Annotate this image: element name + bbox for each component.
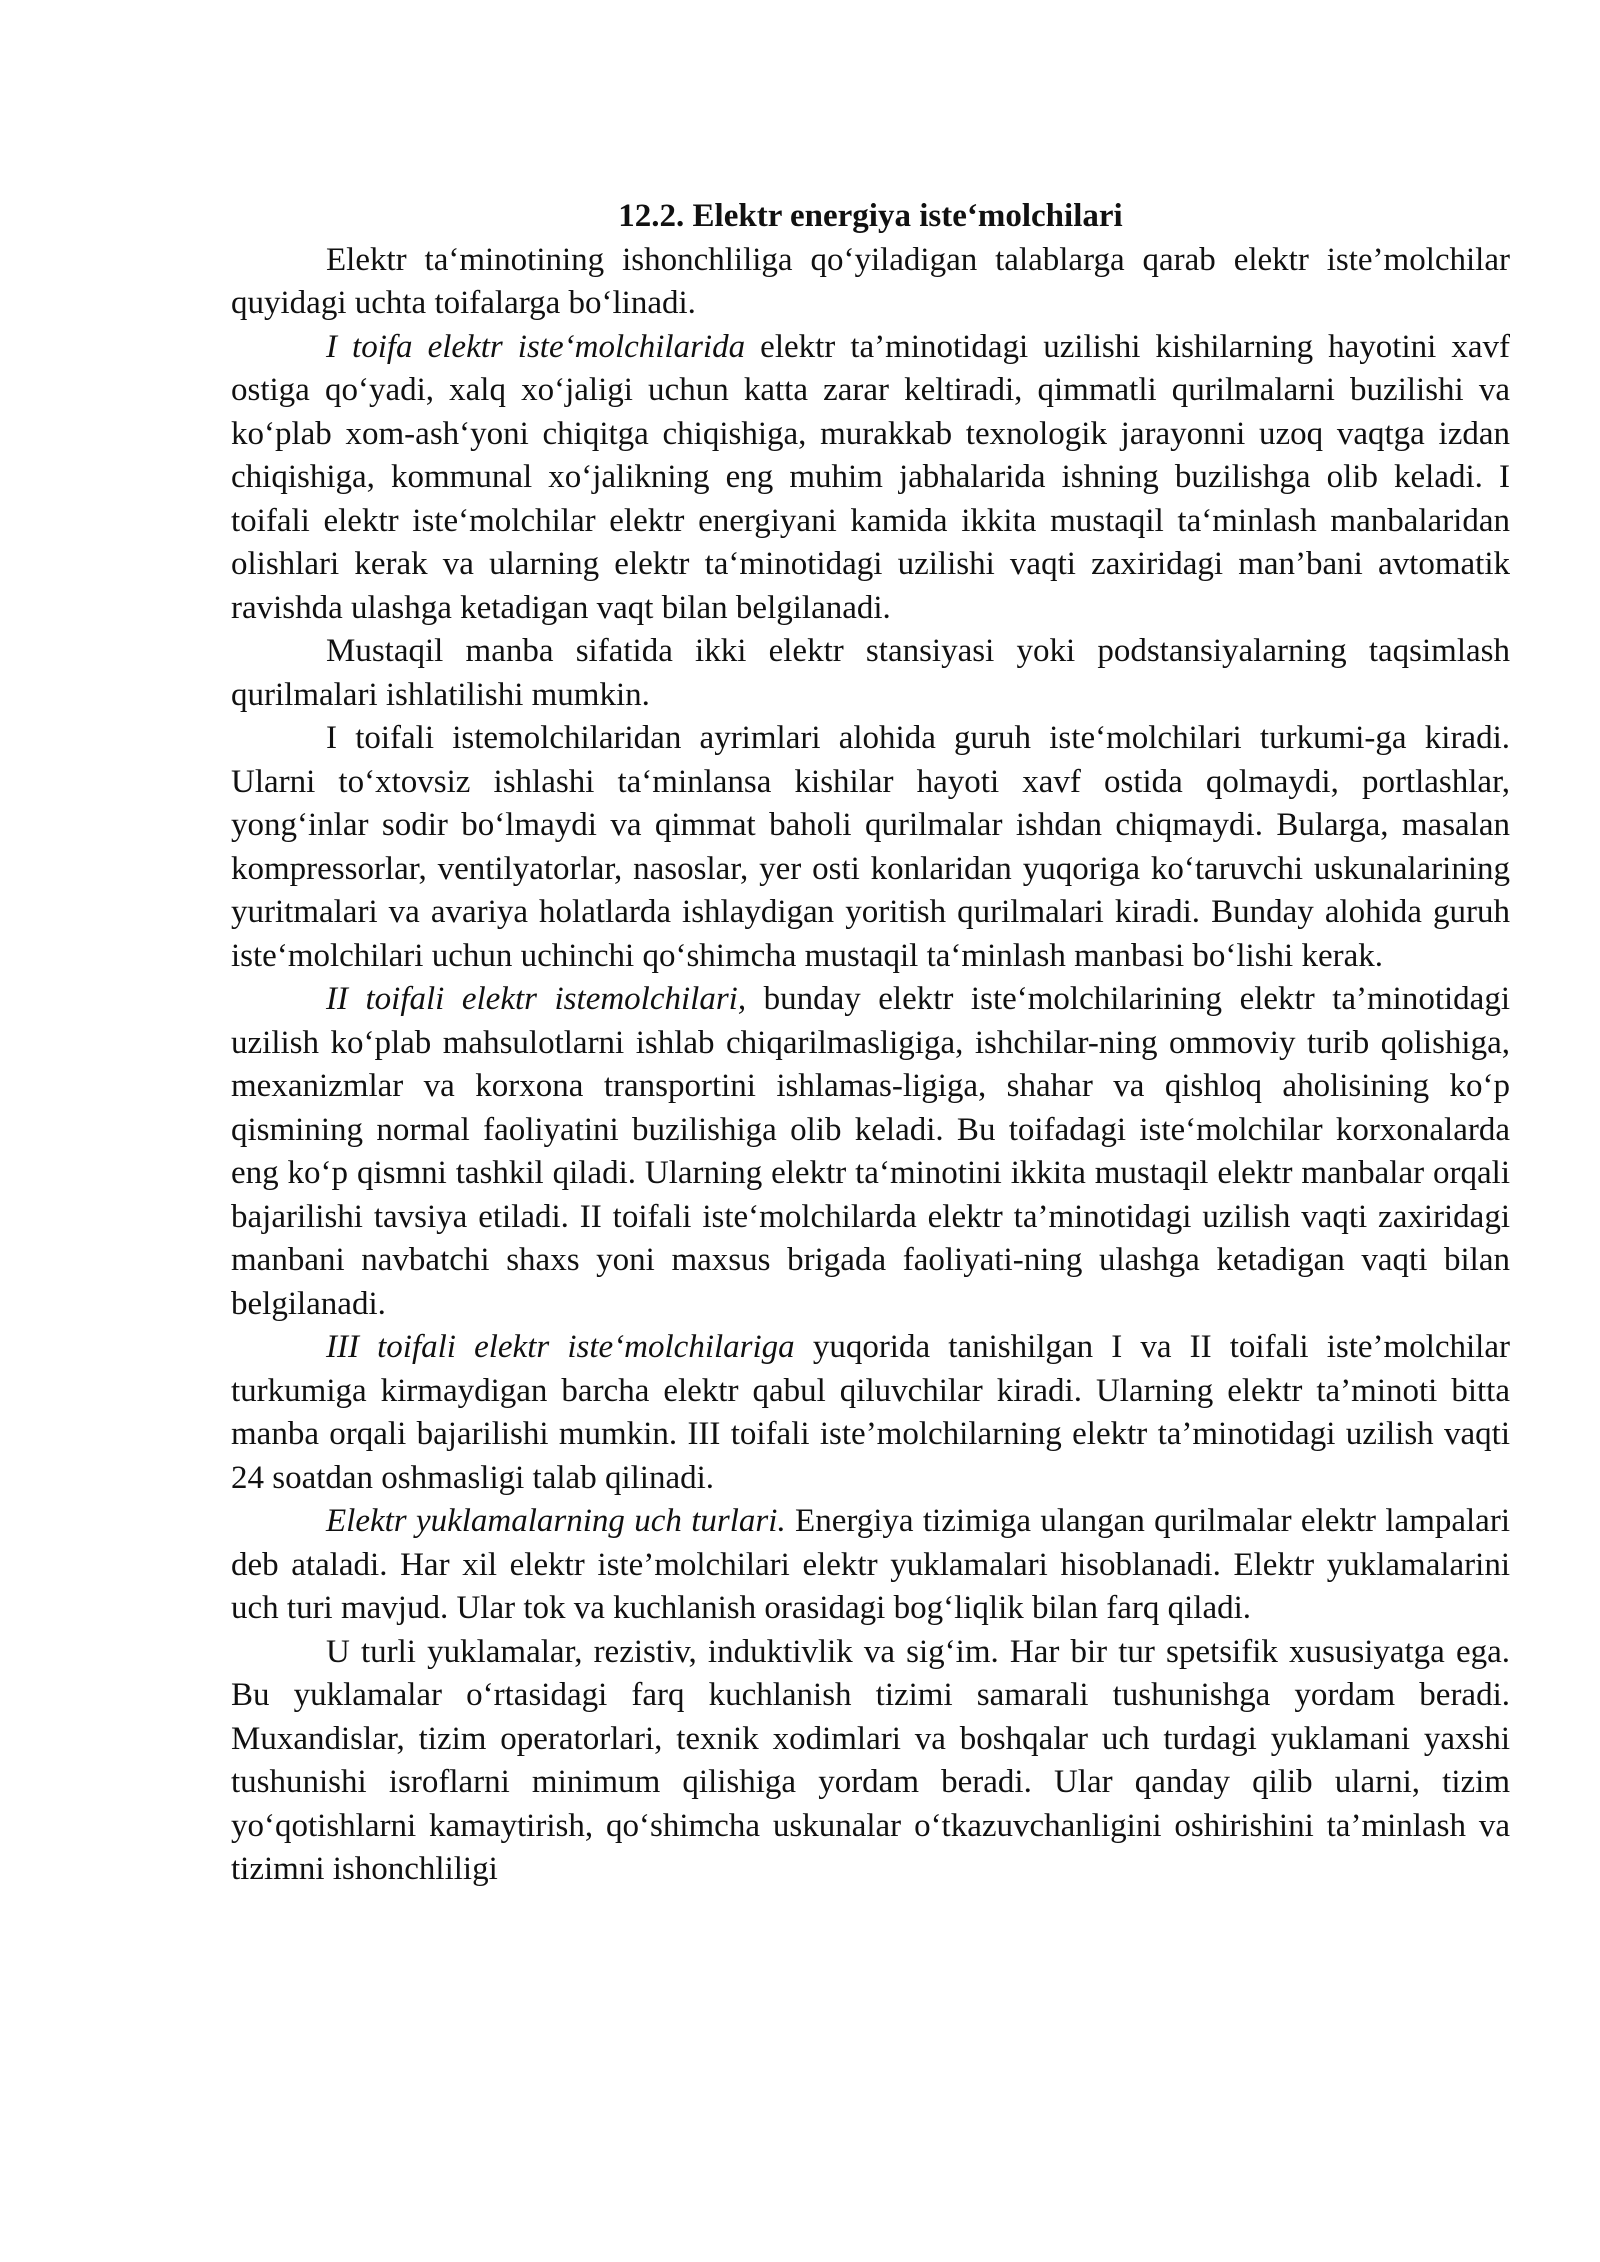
- paragraph-text: Energiya tizimiga ulangan qurilmalar elektr lampalari deb ataladi. Har xil elektr iste’molchilari elektr yuklamalari hisoblanadi. Elektr yuklamalarini uch turi mavjud. Ular tok va kuchlanish orasidagi bog‘liqlik bilan farq qiladi.: [231, 1503, 1510, 1626]
- paragraph-text: U turli yuklamalar, rezistiv, induktivlik va sig‘im. Har bir tur spetsifik xususiyatga ega. Bu yuklamalar o‘rtasidagi farq kuchlanish tizimi samarali tushunishga yordam beradi. Muxandislar, tizim operatorlari, texnik xodimlari va boshqalar uch turdagi yuklamani yaxshi tushunishi isroflarni minimum qilishiga yordam beradi. Ular qanday qilib ularni, tizim yo‘qotishlarni kamaytirish, qo‘shimcha uskunalar o‘tkazuvchanligini oshirishini ta’minlash va tizimni ishonchliligi: [231, 1633, 1510, 1887]
- paragraph-text: yuqorida tanishilgan I va II toifali iste’molchilar turkumiga kirmaydigan barcha elektr qabul qiluvchilar kiradi. Ularning elektr ta’minoti bitta manba orqali bajarilishi mumkin. III toifali iste’molchilarning elektr ta’minotidagi uzilish vaqti 24 soatdan oshmasligi talab qilinadi.: [231, 1329, 1510, 1496]
- paragraph-category-1: [231, 326, 1510, 631]
- paragraph-text: Mustaqil manba sifatida ikki elektr stansiyasi yoki podstansiyalarning taqsimlash qurilmalari ishlatilishi mumkin.: [231, 633, 1510, 713]
- paragraph-load-types: [231, 1500, 1510, 1631]
- document-page: [231, 195, 1510, 1892]
- section-title: 12.2. Elektr energiya iste‘molchilari: [618, 198, 1123, 234]
- category-2-term: II toifali elektr istemolchilari,: [326, 981, 747, 1017]
- load-types-term: Elektr yuklamalarning uch turlari.: [326, 1503, 786, 1539]
- paragraph-category-2: [231, 978, 1510, 1326]
- paragraph-text: Elektr ta‘minotining ishonchliliga qo‘yiladigan talablarga qarab elektr iste’molchilar quyidagi uchta toifalarga bo‘linadi.: [231, 241, 1510, 321]
- paragraph-category-3: [231, 1326, 1510, 1500]
- paragraph-independent-source: [231, 630, 1510, 717]
- paragraph-text: I toifali istemolchilaridan ayrimlari alohida guruh iste‘molchilari turkumi-ga kiradi. Ularni to‘xtovsiz ishlashi ta‘minlansa kishilar hayoti xavf ostida qolmaydi, portlashlar, yong‘inlar sodir bo‘lmaydi va qimmat baholi qurilmalar ishdan chiqmaydi. Bularga, masalan kompressorlar, ventilyatorlar, nasoslar, yer osti konlaridan yuqoriga ko‘taruvchi uskunalarining yuritmalari va avariya holatlarda ishlaydigan yoritish qurilmalari kiradi. Bunday alohida guruh iste‘molchilari uchun uchinchi qo‘shimcha mustaqil ta‘minlash manbasi bo‘lishi kerak.: [231, 720, 1510, 974]
- paragraph-text: elektr ta’minotidagi uzilishi kishilarning hayotini xavf ostiga qo‘yadi, xalq xo‘jaligi uchun katta zarar keltiradi, qimmatli qurilmalarni buzilishi va ko‘plab xom-ash‘yoni chiqitga chiqishiga, murakkab texnologik jarayonni uzoq vaqtga izdan chiqishiga, kommunal xo‘jalikning eng muhim jabhalarida ishning buzilishga olib keladi. I toifali elektr iste‘molchilar elektr energiyani kamida ikkita mustaqil ta‘minlash manbalaridan olishlari kerak va ularning elektr ta‘minotidagi uzilishi vaqti zaxiridagi man’bani avtomatik ravishda ulashga ketadigan vaqt bilan belgilanadi.: [231, 328, 1510, 626]
- category-3-term: III toifali elektr iste‘molchilariga: [326, 1329, 795, 1365]
- paragraph-text: bunday elektr iste‘molchilarining elektr ta’minotidagi uzilish ko‘plab mahsulotlarni ishlab chiqarilmasligiga, ishchilar-ning ommoviy turib qolishiga, mexanizmlar va korxona transportini ishlamas-ligiga, shahar va qishloq aholisining ko‘p qismining normal faoliyatini buzilishiga olib keladi. Bu toifadagi iste‘molchilar korxonalarda eng ko‘p qismni tashkil qiladi. Ularning elektr ta‘minotini ikkita mustaqil elektr manbalar orqali bajarilishi tavsiya etiladi. II toifali iste‘molchilarda elektr ta’minotidagi uzilish vaqti zaxiridagi manbani navbatchi shaxs yoni maxsus brigada faoliyati-ning ulashga ketadigan vaqti bilan belgilanadi.: [231, 981, 1511, 1322]
- paragraph-intro: [231, 239, 1510, 326]
- category-1-term: I toifa elektr iste‘molchilarida: [326, 328, 746, 365]
- paragraph-special-group: [231, 717, 1510, 978]
- paragraph-load-kinds: [231, 1631, 1510, 1892]
